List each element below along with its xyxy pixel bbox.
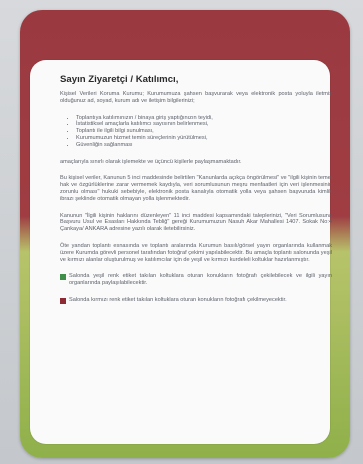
rights-paragraph: Bu kişisel veriler, Kanunun 5 inci maddesinde belirtilen "Kanunlarda açıkça öngörülmesi" ve "ilgili kişinin temel hak ve özgürlüklerine zarar vermemek kaydıyla, veri sorumlusunun meşru menfaatleri için veri işlenmesinin zorunlu olması" hukuki sebebiyle, elektronik posta kanalıyla otomatik yolla veya şahsen başvuruda kimlik ibrazı şeklinde otomatik olmayan yolla işlenmektedir.	[60, 175, 332, 202]
purpose-item: • İstatistiksel amaçlarla katılımcı sayısının belirlenmesi,	[76, 121, 332, 128]
red-note-text: Salonda kırmızı renk etiket takılan koltuklara oturan konukların fotoğrafı çekilmeyecektir.	[69, 296, 287, 303]
purpose-item: • Toplantıya katılımınızın / binaya giriş yaptığınızın teyidi,	[76, 115, 332, 122]
address-paragraph: Kanunun "İlgili kişinin haklarını düzenleyen" 11 inci maddesi kapsamındaki taleplerinizi, "Veri Sorumlusuna Başvuru Usul ve Esasları Hakkında Tebliğ" gereği Kurumumuzun Nasuh Akar Mahallesi 1407. Sokak No:4 Çankaya/ ANKARA adresine yazılı olarak iletebilirsiniz.	[60, 212, 332, 233]
purpose-item: • Toplantı ile ilgili bilgi sunulması,	[76, 128, 332, 135]
green-note	[60, 273, 332, 287]
red-tag-swatch	[60, 298, 66, 304]
green-note-text: Salonda yeşil renk etiket takılan koltuklara oturan konukların fotoğrafı çekilebilecek ve ilgili yayın organlarında paylaşılabilecektir.	[69, 273, 332, 287]
poster-content	[60, 62, 332, 314]
purpose-item: • Güvenliğin sağlanması	[76, 142, 332, 149]
green-tag-swatch	[60, 274, 66, 280]
purpose-item: • Kurumumuzun hizmet temin süreçlerinin yürütülmesi,	[76, 135, 332, 142]
red-note	[60, 297, 332, 304]
purpose-list	[60, 115, 332, 149]
intro-paragraph: Kişisel Verileri Koruma Kurumu; Kurumumuza şahsen başvurarak veya elektronik posta yoluyla iletmiş olduğunuz ad, soyad, kurum adı ve iletişim bilgilerinizi;	[60, 91, 332, 104]
poster-title: Sayın Ziyaretçi / Katılımcı,	[60, 74, 179, 85]
purposes-tail: amaçlarıyla sınırlı olarak işlemekte ve üçüncü kişilerle paylaşmamaktadır.	[60, 158, 242, 165]
photo-paragraph: Öte yandan toplantı esnasında ve toplantı aralarında Kurumun basılı/görsel yayın organlarında kullanmak üzere Kurumda görevli personel tarafından fotoğraf çekimi yapılabilecektir. Bu amaçla toplantı salonunda yeşil ve kırmızı alanlar oluşturulmuş ve katılımcılar için de yeşil ve kırmızı kurdeleli koltuklar hazırlanmıştır.	[60, 242, 332, 263]
